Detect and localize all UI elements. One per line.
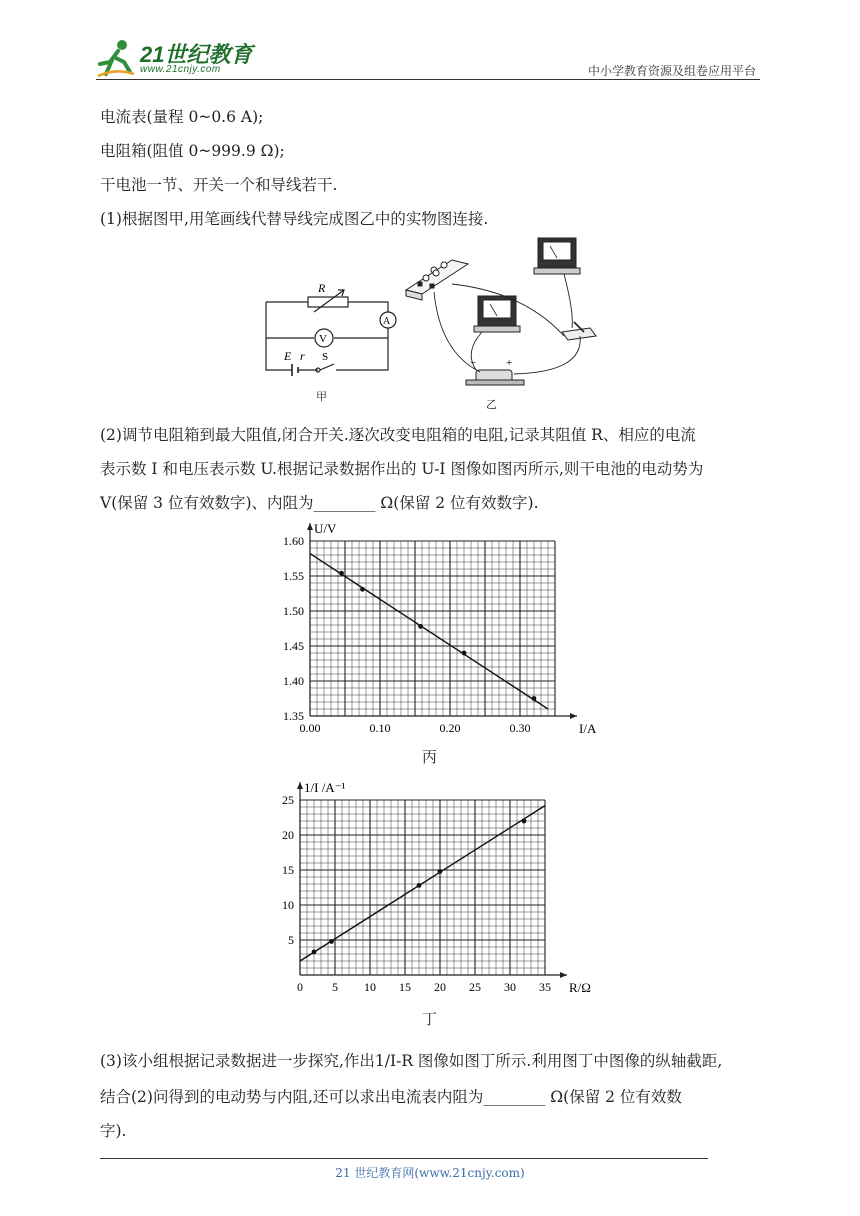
- caption-bing: 丙: [422, 748, 438, 766]
- x-tick-label: 0: [297, 980, 303, 994]
- y-tick-label: 25: [282, 793, 294, 807]
- x-tick-label: 20: [434, 980, 446, 994]
- data-point: [329, 939, 334, 944]
- circuit-diagram-jia: [258, 280, 408, 384]
- data-point: [360, 587, 365, 592]
- y-axis-label: U/V: [314, 521, 337, 536]
- logo-sub-text: www.21cnjy.com: [140, 64, 221, 75]
- y-axis-arrow: [307, 523, 313, 530]
- x-tick-label: 15: [399, 980, 411, 994]
- x-tick-label: 10: [364, 980, 376, 994]
- x-tick-label: 0.20: [439, 721, 461, 735]
- question-3-line1: (3)该小组根据记录数据进一步探究,作出1/I-R 图像如图丁所示.利用图丁中图像的纵轴截距,: [100, 1052, 723, 1070]
- label-V: V: [319, 333, 327, 345]
- x-axis-arrow: [560, 972, 567, 978]
- y-tick-label: 1.35: [283, 709, 304, 723]
- data-point: [522, 819, 527, 824]
- data-point: [339, 571, 344, 576]
- header-slogan: 中小学教育资源及组卷应用平台: [587, 64, 756, 78]
- question-3-line2: 结合(2)问得到的电动势与内阻,还可以求出电流表内阻为________ Ω(保留 2 位有效数: [100, 1088, 682, 1106]
- data-point: [418, 624, 423, 629]
- caption-jia: 甲: [316, 390, 327, 403]
- y-axis-arrow: [297, 782, 303, 789]
- chart-inverse-i-r: [270, 778, 590, 1000]
- label-S: S: [322, 351, 329, 363]
- y-tick-label: 20: [282, 828, 294, 842]
- line-resistance-box: 电阻箱(阻值 0~999.9 Ω);: [100, 142, 285, 160]
- footer-site-link[interactable]: 21 世纪教育网(www.21cnjy.com): [335, 1166, 525, 1180]
- line-ammeter: 电流表(量程 0~0.6 A);: [100, 108, 264, 126]
- x-tick-label: 35: [539, 980, 551, 994]
- runner-logo-icon: [96, 38, 136, 78]
- logo-main-text: 21世纪教育: [140, 42, 253, 67]
- x-tick-label: 0.10: [369, 721, 391, 735]
- data-point: [417, 883, 422, 888]
- y-tick-label: 1.45: [283, 639, 304, 653]
- x-axis-label: I/A: [579, 721, 597, 736]
- line-battery: 干电池一节、开关一个和导线若干.: [100, 176, 338, 194]
- x-axis-arrow: [570, 713, 577, 719]
- x-tick-label: 0.00: [299, 721, 321, 735]
- footer-divider: [100, 1158, 708, 1159]
- y-tick-label: 1.50: [283, 604, 304, 618]
- label-plus: +: [506, 357, 513, 369]
- y-tick-label: 1.40: [283, 674, 304, 688]
- label-r: r: [300, 349, 305, 363]
- x-axis-label: R/Ω: [569, 980, 591, 995]
- x-tick-label: 30: [504, 980, 516, 994]
- apparatus-diagram-yi: [404, 232, 604, 392]
- x-tick-label: 0.30: [509, 721, 531, 735]
- data-point: [532, 696, 537, 701]
- x-tick-label: 25: [469, 980, 481, 994]
- question-2-line1: (2)调节电阻箱到最大阻值,闭合开关.逐次改变电阻箱的电阻,记录其阻值 R、相应的电流: [100, 426, 696, 444]
- y-tick-label: 10: [282, 898, 294, 912]
- y-axis-label: 1/I /A⁻¹: [304, 780, 346, 795]
- y-tick-label: 1.55: [283, 569, 304, 583]
- data-point: [312, 950, 317, 955]
- grid: [300, 800, 545, 975]
- label-minus: −: [470, 357, 477, 369]
- question-2-line3: V(保留 3 位有效数字)、内阻为________ Ω(保留 2 位有效数字).: [100, 494, 539, 512]
- question-2-line2: 表示数 I 和电压表示数 U.根据记录数据作出的 U-I 图像如图丙所示,则干电池的电动势为: [100, 460, 704, 478]
- x-tick-label: 5: [332, 980, 338, 994]
- y-tick-label: 5: [288, 933, 294, 947]
- data-point: [462, 651, 467, 656]
- label-R: R: [318, 281, 326, 295]
- site-logo: [96, 36, 266, 80]
- caption-yi: 乙: [486, 398, 497, 411]
- header-divider: [96, 79, 760, 80]
- y-tick-label: 15: [282, 863, 294, 877]
- caption-ding: 丁: [422, 1010, 438, 1028]
- label-E: E: [284, 349, 292, 363]
- question-3-line3: 字).: [100, 1122, 127, 1140]
- data-point: [438, 869, 443, 874]
- chart-u-i: [270, 516, 597, 742]
- label-A: A: [383, 316, 391, 327]
- y-tick-label: 1.60: [283, 534, 304, 548]
- fit-line: [300, 806, 545, 961]
- question-1: (1)根据图甲,用笔画线代替导线完成图乙中的实物图连接.: [100, 210, 489, 228]
